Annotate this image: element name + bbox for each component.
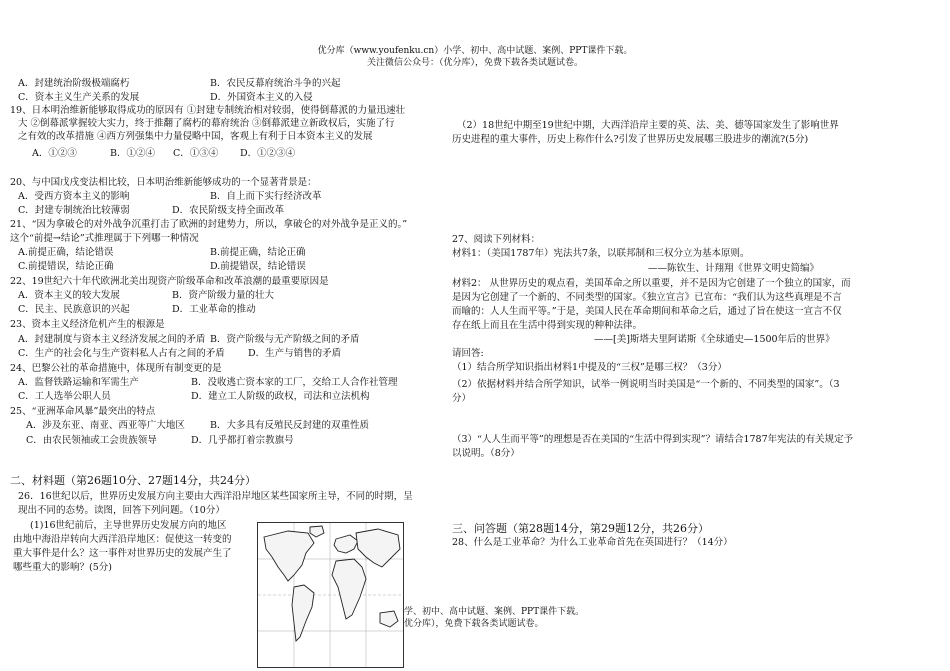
world-map-figure	[257, 522, 404, 668]
q25-option-c: C．由农民领袖或工会贵族领导	[26, 435, 157, 446]
q19-option-c: C．①③④	[173, 148, 219, 159]
africa-shape	[332, 559, 366, 619]
q20-option-d: D．农民阶级支持全面改革	[172, 205, 285, 216]
q23-stem: 23、资本主义经济危机产生的根源是	[10, 319, 165, 330]
q18-option-a: A．封建统治阶级极端腐朽	[18, 78, 130, 89]
q23-option-b: B．资产阶级与无产阶级之间的矛盾	[210, 334, 360, 345]
world-map-svg	[258, 523, 403, 667]
header-line-2: 关注微信公众号：（优分库），免费下载各类试题试卷。	[366, 58, 583, 68]
material-2-line-4: 存在纸上而且在生活中得到实现的种种法律。	[452, 320, 643, 331]
material-1: 材料1：（美国1787年）宪法共7条，以联邦制和三权分立为基本原则。	[452, 248, 750, 259]
q26-part1-line-4: 哪些重大的影响？(5分)	[13, 562, 112, 573]
q20-option-b: B．自上而下实行经济改革	[210, 191, 322, 202]
material-2-line-3: 而喻的：人人生而平等。”于是，美国人民在革命期间和革命之后，通过了旨在使这一宣言不仅	[452, 306, 842, 317]
q21-option-d: D.前提错误，结论错误	[210, 261, 306, 272]
q20-option-a: A．受西方资本主义的影响	[18, 191, 130, 202]
q21-option-c: C.前提错误，结论正确	[18, 261, 114, 272]
q18-option-c: C．资本主义生产关系的发展	[18, 92, 140, 103]
q22-stem: 22、19世纪六十年代欧洲北美出现资产阶级革命和改革浪潮的最重要原因是	[10, 276, 329, 287]
q25-stem: 25、“亚洲革命风暴”最突出的特点	[10, 406, 156, 417]
q27-part3-line-1: （3）“人人生而平等”的理想是否在美国的“生活中得到实现”？请结合1787年宪法的有关规定予	[452, 434, 854, 445]
q20-stem: 20、与中国戊戌变法相比较，日本明治维新能够成功的一个显著背景是：	[10, 177, 317, 188]
q27-part2: （2）依据材料并结合所学知识，试举一例说明当时美国是“一个新的、不同类型的国家”。（3	[452, 379, 840, 390]
greenland-shape	[310, 526, 324, 537]
q23-option-d: D．生产与销售的矛盾	[248, 348, 342, 359]
q19-option-a: A．①②③	[32, 148, 77, 159]
q26-part1-line-2: 由地中海沿岸转向大西洋沿岸地区：促使这一转变的	[13, 534, 232, 545]
answer-prompt: 请回答:	[452, 348, 484, 359]
q27-part1: （1）结合所学知识指出材料1中提及的“三权”是哪三权？（3分）	[452, 362, 727, 373]
footer-line-2: 优分库），免费下载各类试题试卷。	[404, 619, 544, 629]
q19-line-2: 大 ②倒幕派掌握较大实力，终于推翻了腐朽的幕府统治 ③倒幕派建立新政权后，实施了行	[18, 118, 395, 129]
q20-option-c: C．封建专制统治比较薄弱	[18, 205, 130, 216]
q19-line-3: 之有效的改革措施 ④西方列强集中力量侵略中国，客观上有利于日本资本主义的发展	[18, 131, 373, 142]
q26-part1-line-1: (1)16世纪前后，主导世界历史发展方向的地区	[30, 520, 227, 531]
q23-option-c: C．生产的社会化与生产资料私人占有之间的矛盾	[18, 348, 225, 359]
q28-stem: 28、什么是工业革命？为什么工业革命首先在英国进行？（14分）	[452, 537, 733, 548]
q21-option-b: B.前提正确，结论正确	[210, 247, 306, 258]
material-2-line-1: 材料2： 从世界历史的观点看，美国革命之所以重要，并不是因为它创建了一个独立的国家，而	[452, 278, 851, 289]
q22-option-a: A．资本主义的较大发展	[18, 290, 120, 301]
q27-stem: 27、阅读下列材料：	[452, 234, 541, 245]
south-america-shape	[292, 585, 314, 641]
q24-stem: 24、巴黎公社的革命措施中，体现所有制变更的是	[10, 363, 222, 374]
q18-option-d: D．外国资本主义的入侵	[210, 92, 313, 103]
header-line-1: 优分库（www.youfenku.cn）小学、初中、高中试题、案例、PPT课件下载。	[317, 46, 633, 56]
q26-line-1: 26．16世纪以后，世界历史发展方向主要由大西洋沿岸地区某些国家所主导，不同的时期，呈	[18, 491, 413, 502]
q25-option-d: D．几乎都打着宗教旗号	[191, 435, 294, 446]
q24-option-a: A．监督铁路运输和军需生产	[18, 377, 139, 388]
q26-part2-line-2: 历史进程的重大事件，历史上称作什么?引发了世界历史发展哪三股进步的潮流?(5分)	[452, 134, 809, 145]
section-2-title: 二、材料题（第26题10分、27题14分，共24分）	[10, 474, 256, 487]
q26-part1-line-3: 重大事件是什么？这一事件对世界历史的发展产生了	[13, 548, 232, 559]
asia-shape	[356, 529, 400, 567]
q21-option-a: A.前提正确，结论错误	[18, 247, 114, 258]
q24-option-b: B．没收逃亡资本家的工厂，交给工人合作社管理	[191, 377, 398, 388]
q26-line-2: 现出不同的态势。读图，回答下列问题。（10分）	[18, 505, 225, 516]
footer-line-1: 学、初中、高中试题、案例、PPT课件下载。	[404, 607, 585, 617]
material-2-line-2: 是因为它创建了一个新的、不同类型的国家。《独立宣言》已宣布：“我们认为这些真理是不言	[452, 292, 842, 303]
q23-option-a: A．封建制度与资本主义经济发展之间的矛盾	[18, 334, 206, 345]
q21-line-1: 21、“因为拿破仑的对外战争沉重打击了欧洲的封建势力，所以，拿破仑的对外战争是正义的。”	[10, 219, 408, 230]
material-1-source: ——陈钦生、计翔翔《世界文明史简编》	[648, 263, 820, 274]
q19-option-d: D．①②③④	[240, 148, 296, 159]
q21-line-2: 这个“前提→结论”式推理属于下列哪一种情况	[10, 233, 199, 244]
q26-part2-line-1: （2）18世纪中期至19世纪中期，大西洋沿岸主要的英、法、美、德等国家发生了影响世界	[457, 120, 839, 131]
europe-shape	[334, 535, 358, 553]
q25-option-a: A．涉及东亚、南亚、西亚等广大地区	[26, 420, 185, 431]
q19-option-b: B．①②④	[110, 148, 155, 159]
q22-option-b: B．资产阶级力量的壮大	[172, 290, 274, 301]
q25-option-b: B．大多具有反殖民反封建的双重性质	[210, 420, 369, 431]
q27-part3-line-2: 以说明。（8分）	[452, 448, 520, 459]
q19-line-1: 19、日本明治维新能够取得成功的原因有 ①封建专制统治相对较弱，使得倒幕派的力量迅速壮	[10, 105, 406, 116]
section-3-title: 三、问答题（第28题14分，第29题12分，共26分）	[452, 522, 709, 535]
q18-option-b: B．农民反幕府统治斗争的兴起	[210, 78, 341, 89]
australia-shape	[380, 611, 398, 627]
material-2-source: ——[美]斯塔夫里阿诺斯《全球通史—1500年后的世界》	[594, 334, 835, 345]
q22-option-c: C．民主、民族意识的兴起	[18, 304, 130, 315]
q24-option-d: D．建立工人阶级的政权，司法和立法机构	[191, 391, 370, 402]
north-america-shape	[264, 531, 314, 581]
q24-option-c: C．工人选举公职人员	[18, 391, 111, 402]
q27-part2-cont: 分）	[452, 393, 472, 404]
q22-option-d: D．工业革命的推动	[172, 304, 256, 315]
